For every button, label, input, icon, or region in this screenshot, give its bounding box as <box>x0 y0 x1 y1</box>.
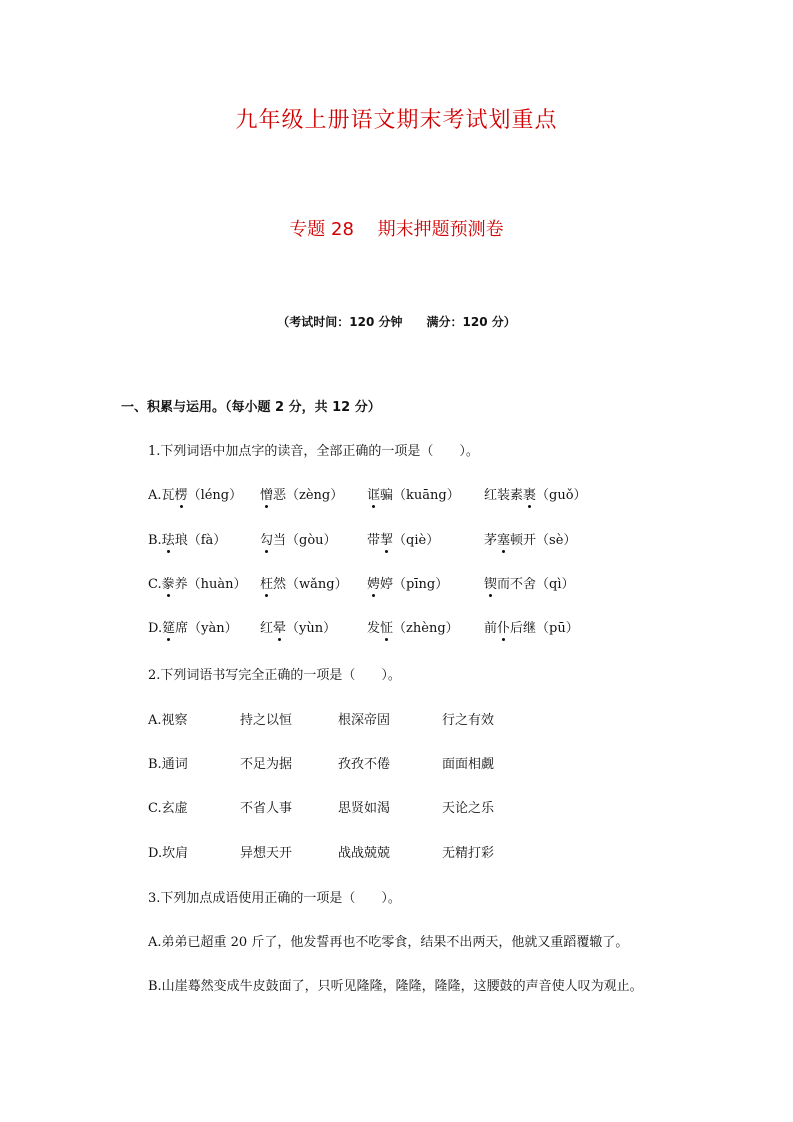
q1-option-a-word-4 <box>484 484 587 503</box>
q2-option-c-word-3 <box>338 797 390 816</box>
word-suffix-pinyin: （qiè） <box>393 533 440 548</box>
word: 无精打彩 <box>442 846 495 861</box>
q1-option-a-word-1 <box>148 484 242 503</box>
word: 行之有效 <box>442 713 495 728</box>
word: 通词 <box>161 757 188 772</box>
question-2-stem: 2.下列词语书写完全正确的一项是（ ）。 <box>148 668 401 683</box>
section-heading: 一、积累与运用。（每小题 2 分，共 12 分） <box>121 400 381 415</box>
word-suffix-pinyin: （yùn） <box>286 621 337 636</box>
dotted-character: 怔 <box>380 617 393 636</box>
word: 思贤如渴 <box>338 801 391 816</box>
word-suffix-pinyin: 席（yàn） <box>175 621 238 636</box>
question-3-option-a: A.弟弟已超重 20 斤了，他发誓再也不吃零食，结果不出两天，他就又重蹈覆辙了。 <box>148 935 629 950</box>
q2-option-c-word-1 <box>148 797 188 816</box>
word-suffix-pinyin: 而不舍（qì） <box>497 577 575 592</box>
option-label: D. <box>148 621 163 636</box>
word-prefix: 发 <box>367 621 381 636</box>
q1-option-b-word-3 <box>367 529 439 548</box>
q2-option-c-word-2 <box>240 797 292 816</box>
word: 视察 <box>161 713 188 728</box>
q1-option-d-word-2 <box>260 617 336 636</box>
q2-option-a-word-1 <box>148 709 188 728</box>
q2-option-d-word-3 <box>338 842 390 861</box>
word-prefix: 茅 <box>484 533 498 548</box>
word: 玄虚 <box>161 801 188 816</box>
dotted-character: 筵 <box>162 617 175 636</box>
q2-option-c-word-4 <box>442 797 494 816</box>
dotted-character: 晕 <box>273 617 286 636</box>
question-1-stem: 1.下列词语中加点字的读音，全部正确的一项是（ ）。 <box>148 444 479 459</box>
word-prefix: 前 <box>484 621 498 636</box>
q1-option-b-word-2 <box>260 529 337 548</box>
q1-option-c-word-3 <box>367 573 448 592</box>
q2-option-a-word-2 <box>240 709 292 728</box>
question-3-option-b: B.山崖蓦然变成牛皮鼓面了，只听见隆隆，隆隆，隆隆，这腰鼓的声音使人叹为观止。 <box>148 979 643 994</box>
word-suffix-pinyin: 然（wǎng） <box>273 577 348 592</box>
q1-option-c-word-4 <box>484 573 575 592</box>
word: 持之以恒 <box>240 713 293 728</box>
dotted-character: 憎 <box>260 484 273 503</box>
q2-option-b-word-3 <box>338 753 390 772</box>
word: 不足为据 <box>240 757 293 772</box>
option-label: D. <box>148 846 163 861</box>
word-suffix-pinyin: 恶（zèng） <box>273 488 344 503</box>
q1-option-d-word-4 <box>484 617 579 636</box>
dotted-character: 裹 <box>523 484 536 503</box>
q1-option-a-word-2 <box>260 484 343 503</box>
word-suffix-pinyin: 当（gòu） <box>273 533 337 548</box>
word-suffix-pinyin: 骗（kuāng） <box>380 488 460 503</box>
q2-option-d-word-4 <box>442 842 494 861</box>
word: 异想天开 <box>240 846 293 861</box>
dotted-character: 豢 <box>162 573 175 592</box>
exam-info: （考试时间：120 分钟 满分：120 分） <box>277 315 516 329</box>
q1-option-d-word-1 <box>148 617 238 636</box>
q2-option-b-word-2 <box>240 753 292 772</box>
dotted-character: 诓 <box>367 484 380 503</box>
dotted-character: 勾 <box>260 529 273 548</box>
q1-option-c-word-1 <box>148 573 247 592</box>
q2-option-d-word-2 <box>240 842 292 861</box>
dotted-character: 锲 <box>484 573 497 592</box>
dotted-character: 挈 <box>380 529 393 548</box>
document-subtitle: 专题 28 期末押题预测卷 <box>289 219 504 240</box>
option-label: C. <box>148 577 162 592</box>
word-suffix-pinyin: 后继（pū） <box>510 621 579 636</box>
option-label: B. <box>148 533 162 548</box>
q2-option-b-word-4 <box>442 753 494 772</box>
dotted-character: 枉 <box>260 573 273 592</box>
option-label: B. <box>148 757 162 772</box>
word: 不省人事 <box>240 801 293 816</box>
q2-option-a-word-3 <box>338 709 390 728</box>
word: 孜孜不倦 <box>338 757 391 772</box>
word-prefix: 带 <box>367 533 381 548</box>
word-suffix-pinyin: 顿开（sè） <box>510 533 577 548</box>
word-prefix: 红 <box>260 621 274 636</box>
word-suffix-pinyin: 琅（fà） <box>174 533 227 548</box>
question-3-stem: 3.下列加点成语使用正确的一项是（ ）。 <box>148 891 401 906</box>
q1-option-a-word-3 <box>367 484 460 503</box>
document-title: 九年级上册语文期末考试划重点 <box>235 108 558 133</box>
q1-option-b-word-1 <box>148 529 226 548</box>
word-prefix: 瓦 <box>161 488 175 503</box>
q2-option-d-word-1 <box>148 842 188 861</box>
word: 坎肩 <box>162 846 189 861</box>
dotted-character: 珐 <box>162 529 175 548</box>
word-suffix-pinyin: （léng） <box>187 488 243 503</box>
word-suffix-pinyin: 养（huàn） <box>174 577 247 592</box>
dotted-character: 楞 <box>175 484 188 503</box>
q2-option-a-word-4 <box>442 709 494 728</box>
word: 根深帝固 <box>338 713 391 728</box>
dotted-character: 仆 <box>497 617 510 636</box>
q1-option-b-word-4 <box>484 529 576 548</box>
q2-option-b-word-1 <box>148 753 188 772</box>
word: 天论之乐 <box>442 801 495 816</box>
word: 面面相觑 <box>442 757 495 772</box>
q1-option-c-word-2 <box>260 573 348 592</box>
word-suffix-pinyin: （guǒ） <box>536 488 587 503</box>
word-suffix-pinyin: 婷（pīng） <box>380 577 449 592</box>
option-label: C. <box>148 801 162 816</box>
option-label: A. <box>148 713 162 728</box>
word: 战战兢兢 <box>338 846 391 861</box>
word-suffix-pinyin: （zhèng） <box>393 621 459 636</box>
dotted-character: 塞 <box>497 529 510 548</box>
option-label: A. <box>148 488 162 503</box>
dotted-character: 娉 <box>367 573 380 592</box>
word-prefix: 红装素 <box>484 488 524 503</box>
q1-option-d-word-3 <box>367 617 459 636</box>
